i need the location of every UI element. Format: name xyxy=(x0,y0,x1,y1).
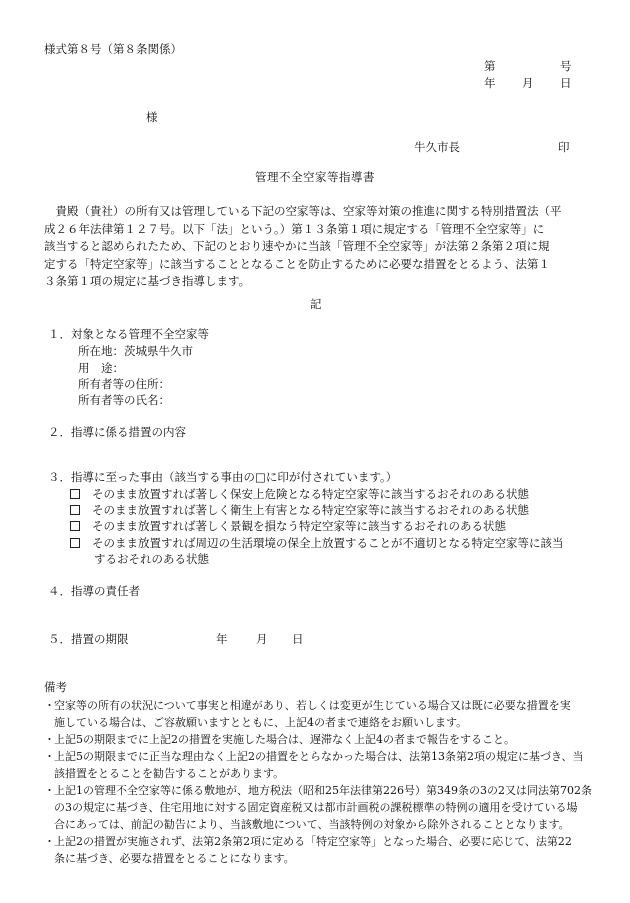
body-line: 成２６年法律第１２７号。以下「法」という。）第１３条第１項に規定する「管理不全空家等」に xyxy=(44,221,545,236)
note-bullet: ・ xyxy=(44,835,55,848)
reason-text-continued: するおそれのある状態 xyxy=(94,552,209,566)
note-bullet: ・ xyxy=(44,784,55,797)
note-item xyxy=(44,731,600,748)
reason-checkbox[interactable] xyxy=(70,538,80,548)
issue-number-prefix: 第 xyxy=(484,59,496,73)
body-line: 貴殿（貴社）の所有又は管理している下記の空家等は、空家等対策の推進に関する特別措置法（平 xyxy=(44,204,562,218)
note-item xyxy=(44,697,600,731)
note-bullet: ・ xyxy=(44,699,55,712)
note-line: 上記2の措置が実施されず、法第2条第2項に定める「特定空家等」となった場合、必要に応じて、法第22 xyxy=(54,835,572,848)
note-bullet: ・ xyxy=(44,733,55,746)
section4-heading: ４．指導の責任者 xyxy=(48,584,140,598)
reason-item xyxy=(70,489,529,501)
deadline-day: 日 xyxy=(292,632,304,646)
reason-text: そのまま放置すれば著しく衛生上有害となる特定空家等に該当するおそれのある状態 xyxy=(92,503,529,517)
deadline-year: 年 xyxy=(216,632,228,646)
section1-heading: １．対象となる管理不全空家等 xyxy=(48,327,209,341)
section5-heading: ５．措置の期限 xyxy=(48,632,129,646)
body-line: 該当すると認められたため、下記のとおり速やかに当該「管理不全空家等」が法第２条第２項に規 xyxy=(44,239,550,253)
issuer-title: 牛久市長 xyxy=(414,140,460,154)
deadline-month: 月 xyxy=(256,632,268,646)
body-paragraph xyxy=(44,203,562,291)
use-label: 用 途： xyxy=(78,361,124,375)
note-line: 上記1の管理不全空家等に係る敷地が、地方税法（昭和25年法律第226号）第349条の3の2又は同法第702条 xyxy=(54,784,592,797)
note-line: 合にあっては、前記の勧告により、当該敷地について、当該特例の対象から除外されることとなります。 xyxy=(54,818,570,831)
issuer-seal: 印 xyxy=(558,140,570,154)
reason-checkbox[interactable] xyxy=(70,505,80,515)
reason-text: そのまま放置すれば周辺の生活環境の保全上放置することが不適切となる特定空家等に該当 xyxy=(92,536,564,550)
ki-marker: 記 xyxy=(310,297,322,311)
section3-heading: ３．指導に至った事由（該当する事由の□に印が付されています。） xyxy=(48,470,398,484)
reason-text: そのまま放置すれば著しく景観を損なう特定空家等に該当するおそれのある状態 xyxy=(92,519,506,533)
page-title: 管理不全空家等指導書 xyxy=(255,170,375,184)
note-line: 該措置をとることを勧告することがあります。 xyxy=(54,767,285,780)
note-line: 上記5の期限までに上記2の措置を実施した場合は、遅滞なく上記4の者まで報告をすること。 xyxy=(54,733,515,746)
note-line: 上記5の期限までに正当な理由なく上記2の措置をとらなかった場合は、法第13条第2項の規定に基づき、当 xyxy=(54,750,584,763)
reason-checkbox[interactable] xyxy=(70,521,80,531)
location-label: 所在地：茨城県牛久市 xyxy=(78,344,193,358)
reason-checkbox[interactable] xyxy=(70,489,80,499)
note-line: の3の規定に基づき、住宅用地に対する固定資産税又は都市計画税の課税標準の特例の適用を受けている場 xyxy=(54,801,578,814)
note-line: 空家等の所有の状況について事実と相違があり、若しくは変更が生じている場合又は既に必要な措置を実 xyxy=(54,699,571,712)
reason-item xyxy=(70,521,506,533)
note-line: 施している場合は、ご容赦願いますとともに、上記4の者まで連絡をお願いします。 xyxy=(54,716,468,729)
body-line: 定する「特定空家等」に該当することとなることを防止するために必要な措置をとるよう、法第１ xyxy=(44,256,550,271)
form-number: 様式第８号（第８条関係） xyxy=(44,42,182,56)
reason-item xyxy=(70,538,564,550)
reason-item xyxy=(70,505,529,517)
issue-date-year: 年 xyxy=(484,76,496,90)
reason-text: そのまま放置すれば著しく保安上危険となる特定空家等に該当するおそれのある状態 xyxy=(92,487,529,501)
issue-date-month: 月 xyxy=(522,76,534,90)
addressee-suffix: 様 xyxy=(146,110,158,124)
note-item xyxy=(44,782,600,833)
section2-heading: ２．指導に係る措置の内容 xyxy=(48,425,186,439)
issue-date-day: 日 xyxy=(560,76,572,90)
owner-address-label: 所有者等の住所： xyxy=(78,377,170,391)
owner-name-label: 所有者等の氏名： xyxy=(78,393,170,407)
note-item xyxy=(44,833,600,867)
note-line: 条に基づき、必要な措置をとることになります。 xyxy=(54,852,295,865)
notes-heading: 備考 xyxy=(44,680,67,694)
note-bullet: ・ xyxy=(44,750,55,763)
note-item xyxy=(44,748,600,782)
issue-number-suffix: 号 xyxy=(560,59,572,73)
body-line: ３条第１項の規定に基づき指導します。 xyxy=(44,274,251,288)
